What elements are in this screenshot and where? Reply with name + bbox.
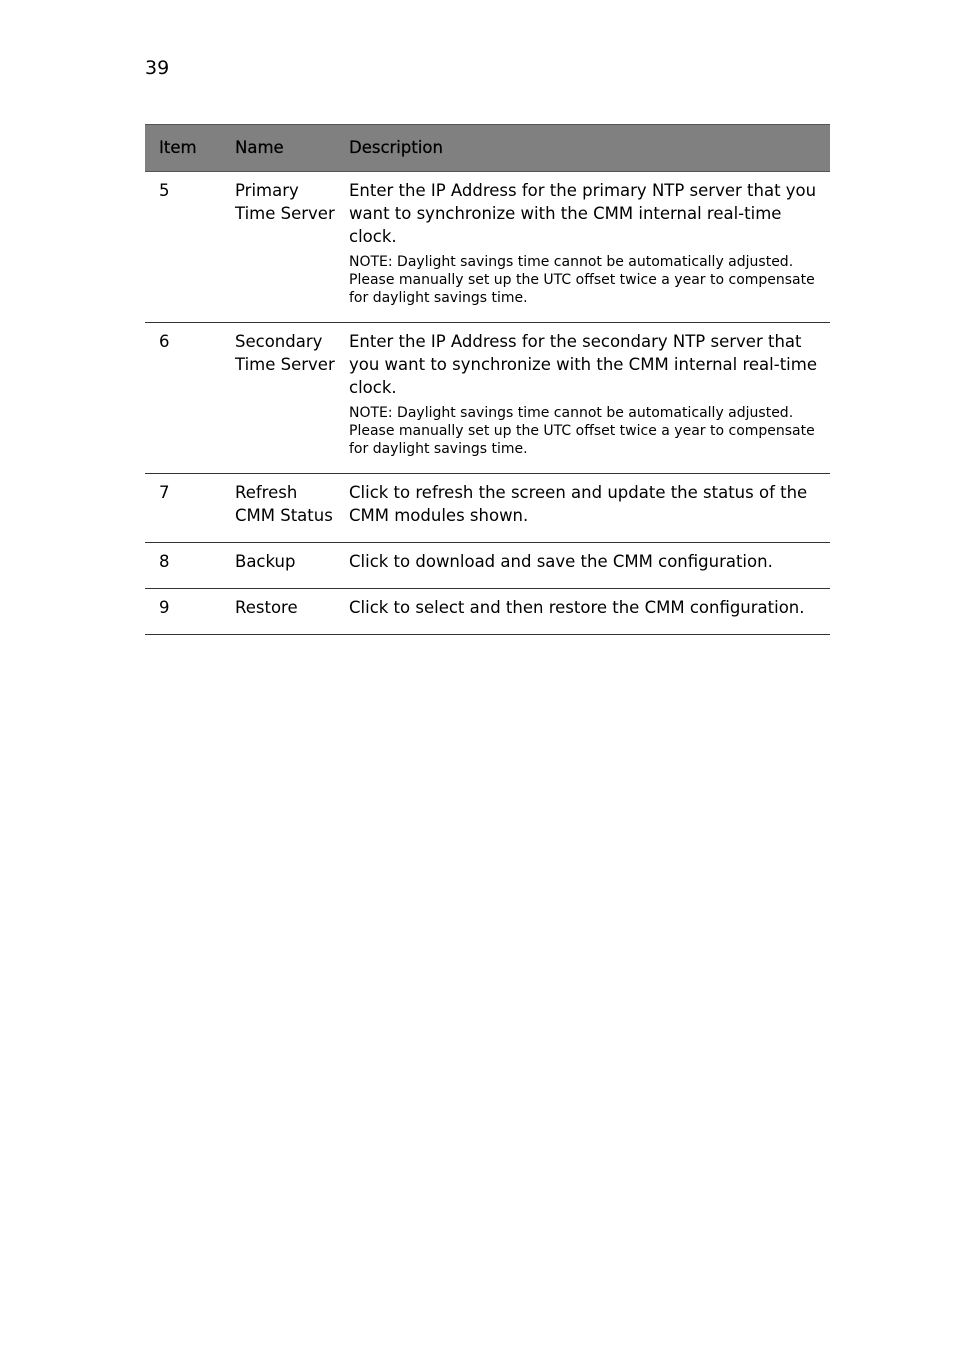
table-header <box>145 125 830 172</box>
row-description: Click to download and save the CMM configuration. <box>349 552 773 571</box>
header-item: Item <box>145 125 221 172</box>
row-item: 9 <box>145 589 221 635</box>
row-description: Click to refresh the screen and update the status of the CMM modules shown. <box>349 483 808 525</box>
row-item: 5 <box>145 172 221 323</box>
table-row <box>145 323 830 474</box>
header-name: Name <box>221 125 335 172</box>
row-description-cell <box>335 474 830 543</box>
row-name: Backup <box>221 543 335 589</box>
row-name: Restore <box>221 589 335 635</box>
table-row <box>145 474 830 543</box>
row-description-cell <box>335 589 830 635</box>
row-name: Secondary Time Server <box>221 323 335 474</box>
row-description-cell <box>335 543 830 589</box>
row-description: Click to select and then restore the CMM configuration. <box>349 598 805 617</box>
row-item: 8 <box>145 543 221 589</box>
row-note: NOTE: Daylight savings time cannot be automatically adjusted. Please manually set up the UTC offset twice a year to compensate for daylight savings time. <box>349 254 815 306</box>
table-header-row <box>145 125 830 172</box>
row-item: 6 <box>145 323 221 474</box>
table-row <box>145 543 830 589</box>
row-description: Enter the IP Address for the secondary NTP server that you want to synchronize with the CMM internal real-time clock. <box>349 332 817 397</box>
row-item: 7 <box>145 474 221 543</box>
row-note: NOTE: Daylight savings time cannot be automatically adjusted. Please manually set up the UTC offset twice a year to compensate for daylight savings time. <box>349 405 815 457</box>
row-description-cell <box>335 172 830 323</box>
row-description: Enter the IP Address for the primary NTP server that you want to synchronize with the CMM internal real-time clock. <box>349 181 817 246</box>
page-number: 39 <box>145 57 170 79</box>
table-row <box>145 172 830 323</box>
row-name: Refresh CMM Status <box>221 474 335 543</box>
settings-table <box>145 124 830 635</box>
row-name: Primary Time Server <box>221 172 335 323</box>
header-description: Description <box>335 125 830 172</box>
row-description-cell <box>335 323 830 474</box>
table-body <box>145 172 830 635</box>
table-row <box>145 589 830 635</box>
